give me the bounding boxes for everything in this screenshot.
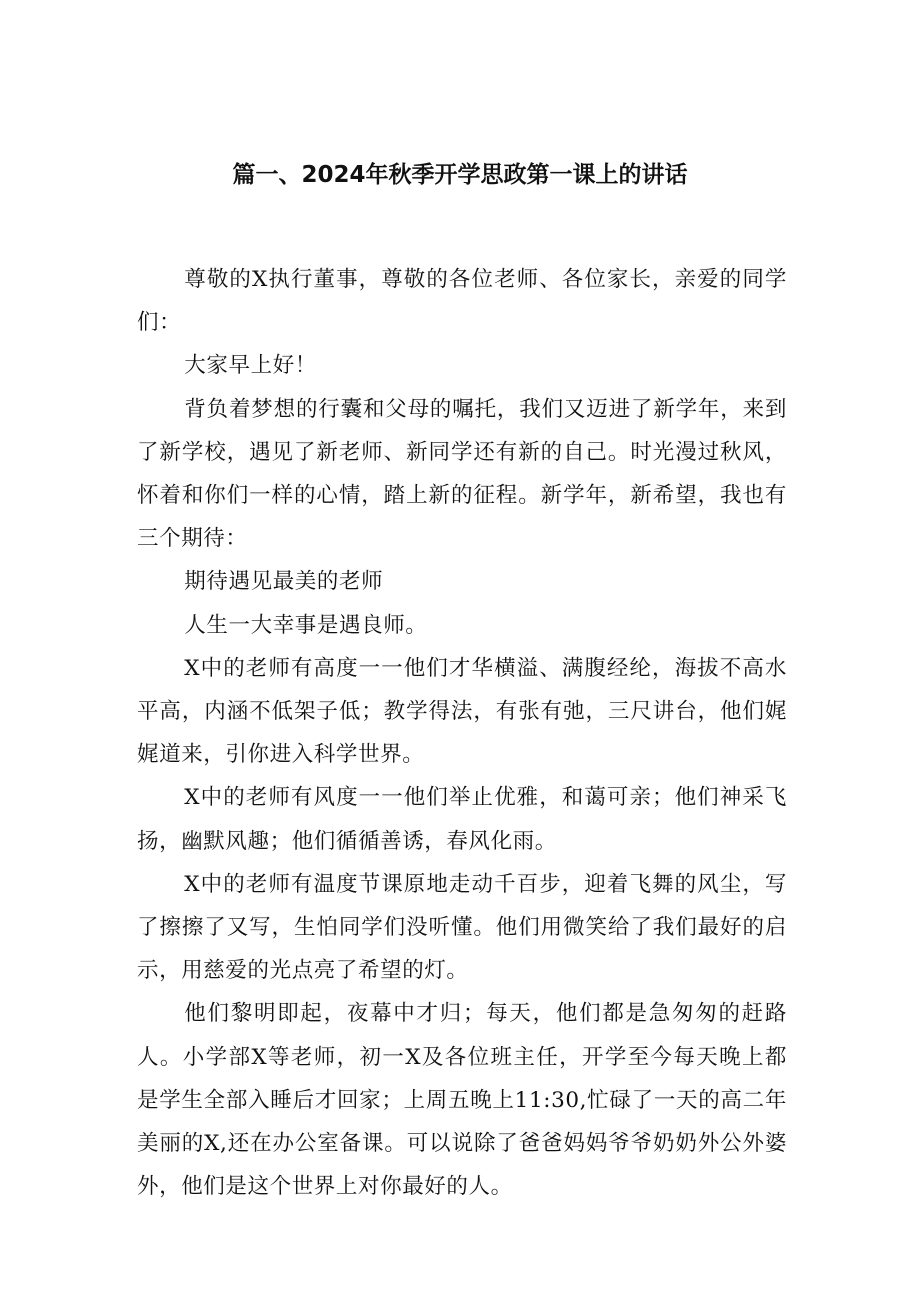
paragraph-teacher-grace: X中的老师有风度一一他们举止优雅，和蔼可亲；他们神采飞扬，幽默风趣；他们循循善诱，春风化雨。 [137,785,787,854]
paragraph-teacher-dedication: 他们黎明即起，夜幕中才归；每天，他们都是急匆匆的赶路人。小学部X等老师，初一X及各位班主任，开学至今每天晚上都是学生全部入睡后才回家；上周五晚上11:30,忙碌了一天的高二年美丽的X,还在办公室备课。可以说除了爸爸妈妈爷爷奶奶外公外婆外，他们是这个世界上对你最好的人。 [137,1001,787,1200]
paragraph-teacher-height: X中的老师有高度一一他们才华横溢、满腹经纶，海拔不高水平高，内涵不低架子低；教学得法，有张有弛，三尺讲台，他们娓娓道来，引你进入科学世界。 [137,655,787,768]
paragraph-intro: 背负着梦想的行囊和父母的嘱托，我们又迈进了新学年，来到了新学校，遇见了新老师、新同学还有新的自己。时光漫过秋风，怀着和你们一样的心情，踏上新的征程。新学年，新希望，我也有三个期待： [137,396,787,552]
paragraph-good-morning: 大家早上好！ [184,353,317,379]
paragraph-good-teacher: 人生一大幸事是遇良师。 [184,612,428,638]
document-body [137,258,787,1208]
document-title: 篇一、2024年秋季开学思政第一课上的讲话 [232,162,688,188]
paragraph-teacher-warmth: X中的老师有温度节课原地走动千百步，迎着飞舞的风尘，写了擦擦了又写，生怕同学们没听懂。他们用微笑给了我们最好的启示，用慈爱的光点亮了希望的灯。 [137,871,787,984]
paragraph-expectation-heading: 期待遇见最美的老师 [184,569,384,595]
paragraph-greeting: 尊敬的X执行董事，尊敬的各位老师、各位家长，亲爱的同学们： [137,267,787,336]
